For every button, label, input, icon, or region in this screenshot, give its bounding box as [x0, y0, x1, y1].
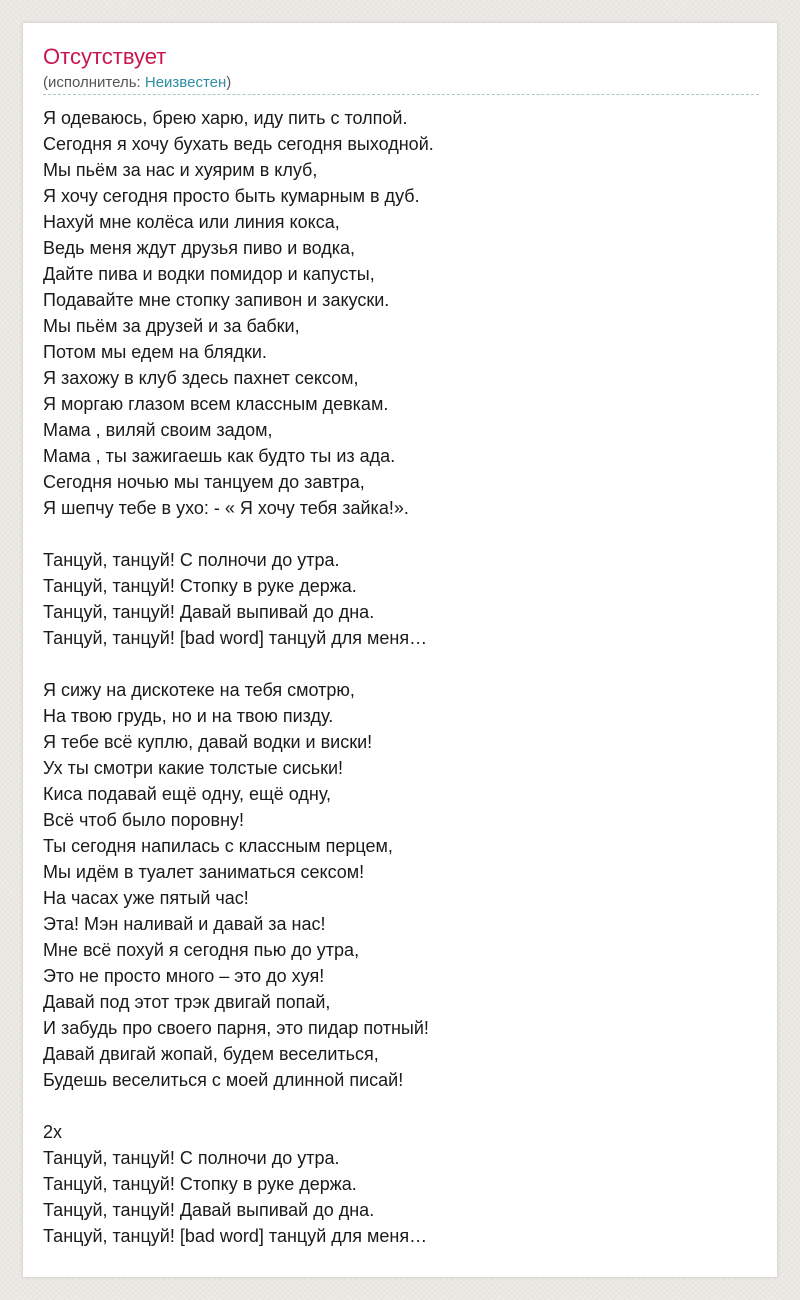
lyrics-text — [43, 105, 759, 1275]
artist-line — [43, 73, 231, 93]
lyric-line: Подавайте мне стопку запивон и закуски. — [43, 290, 390, 310]
lyric-line: Мы пьём за нас и хуярим в клуб, — [43, 160, 318, 180]
lyric-line: Танцуй, танцуй! Стопку в руке держа. — [43, 576, 357, 596]
lyric-line: Сегодня я хочу бухать ведь сегодня выходной. — [43, 134, 434, 154]
lyric-line: Танцуй, танцуй! [bad word] танцуй для меня… — [43, 1226, 428, 1246]
lyric-line: Я хочу сегодня просто быть кумарным в дуб. — [43, 186, 420, 206]
lyric-line: Я захожу в клуб здесь пахнет сексом, — [43, 368, 359, 388]
lyric-line: Нахуй мне колёса или линия кокса, — [43, 212, 340, 232]
lyrics-stanza — [43, 547, 759, 651]
lyric-line: Эта! Мэн наливай и давай за нас! — [43, 914, 326, 934]
lyric-line: Потом мы едем на блядки. — [43, 342, 267, 362]
lyric-line: Мама , ты зажигаешь как будто ты из ада. — [43, 446, 396, 466]
artist-suffix: ) — [226, 74, 232, 91]
lyric-line: Ух ты смотри какие толстые сиськи! — [43, 758, 344, 778]
lyrics-stanza — [43, 105, 759, 521]
lyric-line: Всё чтоб было поровну! — [43, 810, 245, 830]
lyric-line: Давай двигай жопай, будем веселиться, — [43, 1044, 379, 1064]
lyric-line: Мне всё похуй я сегодня пью до утра, — [43, 940, 360, 960]
lyric-line: Мы идём в туалет заниматься сексом! — [43, 862, 365, 882]
lyric-line: Танцуй, танцуй! Давай выпивай до дна. — [43, 1200, 375, 1220]
lyric-line: Это не просто много – это до хуя! — [43, 966, 325, 986]
lyrics-stanza — [43, 677, 759, 1093]
song-title: Отсутствует — [43, 44, 167, 69]
lyric-line: Я тебе всё куплю, давай водки и виски! — [43, 732, 373, 752]
lyric-line: Танцуй, танцуй! Стопку в руке держа. — [43, 1174, 357, 1194]
lyric-line: Я моргаю глазом всем классным девкам. — [43, 394, 389, 414]
lyric-line: Киса подавай ещё одну, ещё одну, — [43, 784, 332, 804]
lyrics-stanza — [43, 1119, 759, 1249]
artist-link[interactable]: Неизвестен — [144, 74, 227, 91]
lyric-line: Танцуй, танцуй! [bad word] танцуй для меня… — [43, 628, 428, 648]
lyric-line: На часах уже пятый час! — [43, 888, 249, 908]
lyric-line: Мы пьём за друзей и за бабки, — [43, 316, 300, 336]
lyric-line: Ведь меня ждут друзья пиво и водка, — [43, 238, 356, 258]
lyric-line: Мама , виляй своим задом, — [43, 420, 273, 440]
lyric-line: Будешь веселиться с моей длинной писай! — [43, 1070, 404, 1090]
lyric-line: Дайте пива и водки помидор и капусты, — [43, 264, 375, 284]
lyric-line: Я сижу на дискотеке на тебя смотрю, — [43, 680, 355, 700]
lyric-line: Ты сегодня напилась с классным перцем, — [43, 836, 393, 856]
lyric-line: 2x — [43, 1122, 63, 1142]
lyric-line: Я шепчу тебе в ухо: - « Я хочу тебя зайка!». — [43, 498, 409, 518]
lyric-line: И забудь про своего парня, это пидар потный! — [43, 1018, 429, 1038]
lyric-line: Я одеваюсь, брею харю, иду пить с толпой. — [43, 108, 408, 128]
lyric-line: Танцуй, танцуй! Давай выпивай до дна. — [43, 602, 375, 622]
lyric-line: Сегодня ночью мы танцуем до завтра, — [43, 472, 365, 492]
lyric-line: Танцуй, танцуй! С полночи до утра. — [43, 550, 340, 570]
title-divider — [43, 94, 759, 95]
lyrics-card — [22, 22, 778, 1278]
lyric-line: На твою грудь, но и на твою пизду. — [43, 706, 334, 726]
lyric-line: Танцуй, танцуй! С полночи до утра. — [43, 1148, 340, 1168]
artist-prefix: (исполнитель: — [43, 74, 145, 91]
lyric-line: Давай под этот трэк двигай попай, — [43, 992, 331, 1012]
